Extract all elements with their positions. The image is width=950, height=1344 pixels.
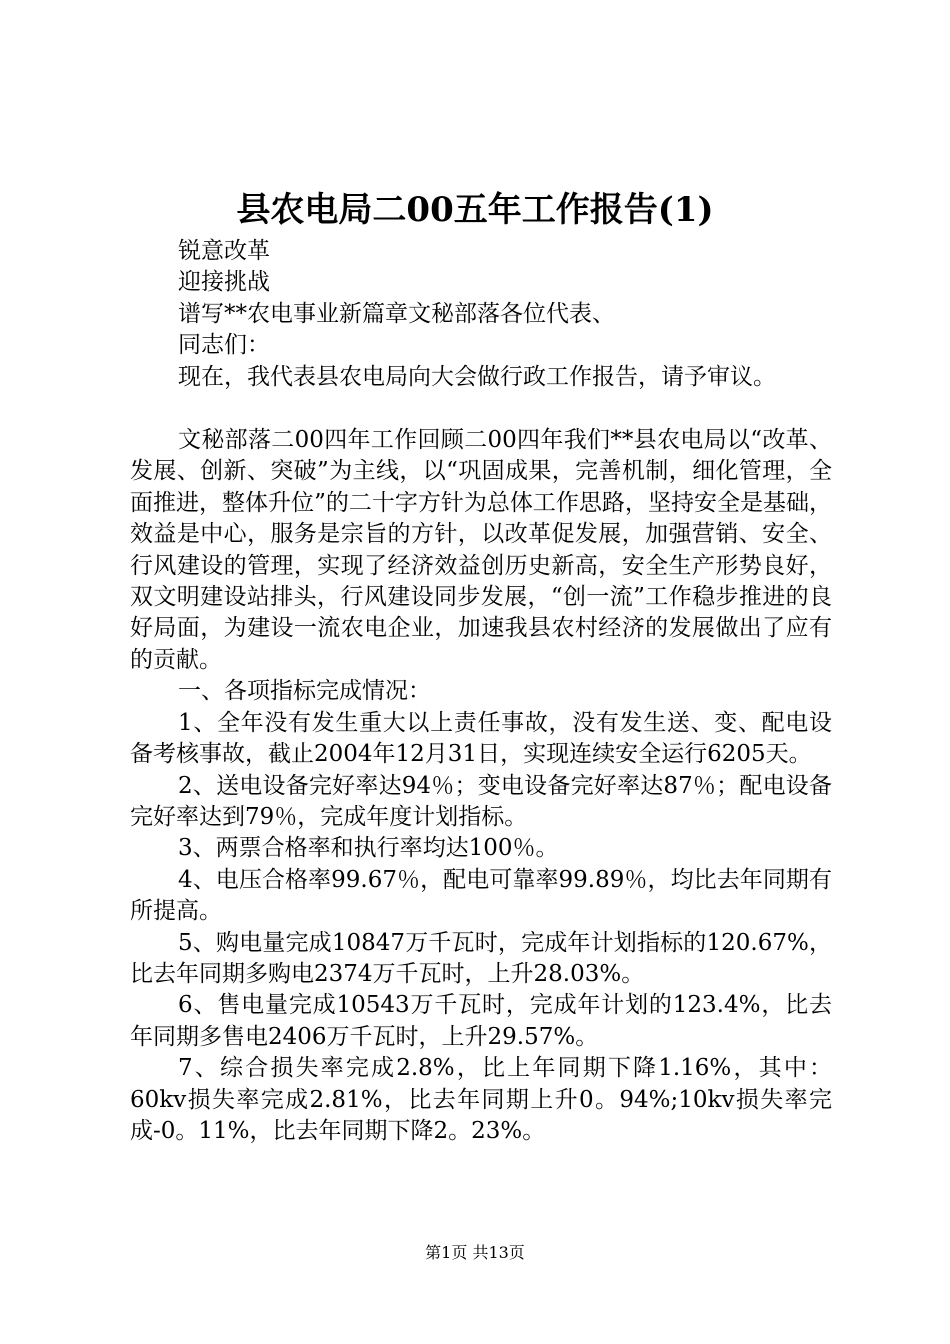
- indicator-item: 4、电压合格率99.67％，配电可靠率99.89％，均比去年同期有所提高。: [130, 866, 832, 925]
- greeting-line: 同志们：: [178, 332, 270, 359]
- page-footer: 第1页 共13页: [425, 1243, 525, 1262]
- document-body: [130, 236, 832, 1147]
- review-paragraph: 文秘部落二00四年工作回顾二00四年我们**县农电局以“改革、发展、创新、突破”为主线，以“巩固成果，完善机制，细化管理，全面推进，整体升位”的二十字方针为总体工作思路，坚持安全是基础，效益是中心，服务是宗旨的方针，以改革促发展，加强营销、安全、行风建设的管理，实现了经济效益创历史新高，安全生产形势良好，双文明建设站排头，行风建设同步发展，“创一流”工作稳步推进的良好局面，为建设一流农电企业，加速我县农村经济的发展做出了应有的贡献。: [130, 427, 832, 673]
- greeting-line: 锐意改革: [178, 238, 270, 264]
- indicator-item: 3、两票合格率和执行率均达100％。: [178, 835, 559, 862]
- indicator-item: 7、综合损失率完成2.8%，比上年同期下降1.16%，其中：60kv损失率完成2.81%，比去年同期上升0。94%;10kv损失率完成-0。11%，比去年同期下降2。23%。: [130, 1055, 832, 1144]
- indicator-item: 5、购电量完成10847万千瓦时，完成年计划指标的120.67%，比去年同期多购电2374万千瓦时，上升28.03%。: [130, 929, 832, 987]
- document-title: 县农电局二00五年工作报告(1): [236, 190, 714, 230]
- paragraph-gap: [130, 393, 832, 425]
- section-heading: 一、各项指标完成情况：: [178, 678, 431, 705]
- greeting-line: 谱写**农电事业新篇章文秘部落各位代表、: [178, 300, 615, 327]
- indicator-item: 6、售电量完成10543万千瓦时，完成年计划的123.4%，比去年同期多售电2406万千瓦时，上升29.57%。: [130, 992, 832, 1050]
- greeting-line: 迎接挑战: [178, 269, 270, 296]
- indicator-item: 2、送电设备完好率达94％；变电设备完好率达87％；配电设备完好率达到79％，完成年度计划指标。: [130, 772, 832, 830]
- greeting-line: 现在，我代表县农电局向大会做行政工作报告，请予审议。: [178, 363, 776, 390]
- indicator-item: 1、全年没有发生重大以上责任事故，没有发生送、变、配电设备考核事故，截止2004年12月31日，实现连续安全运行6205天。: [130, 709, 832, 768]
